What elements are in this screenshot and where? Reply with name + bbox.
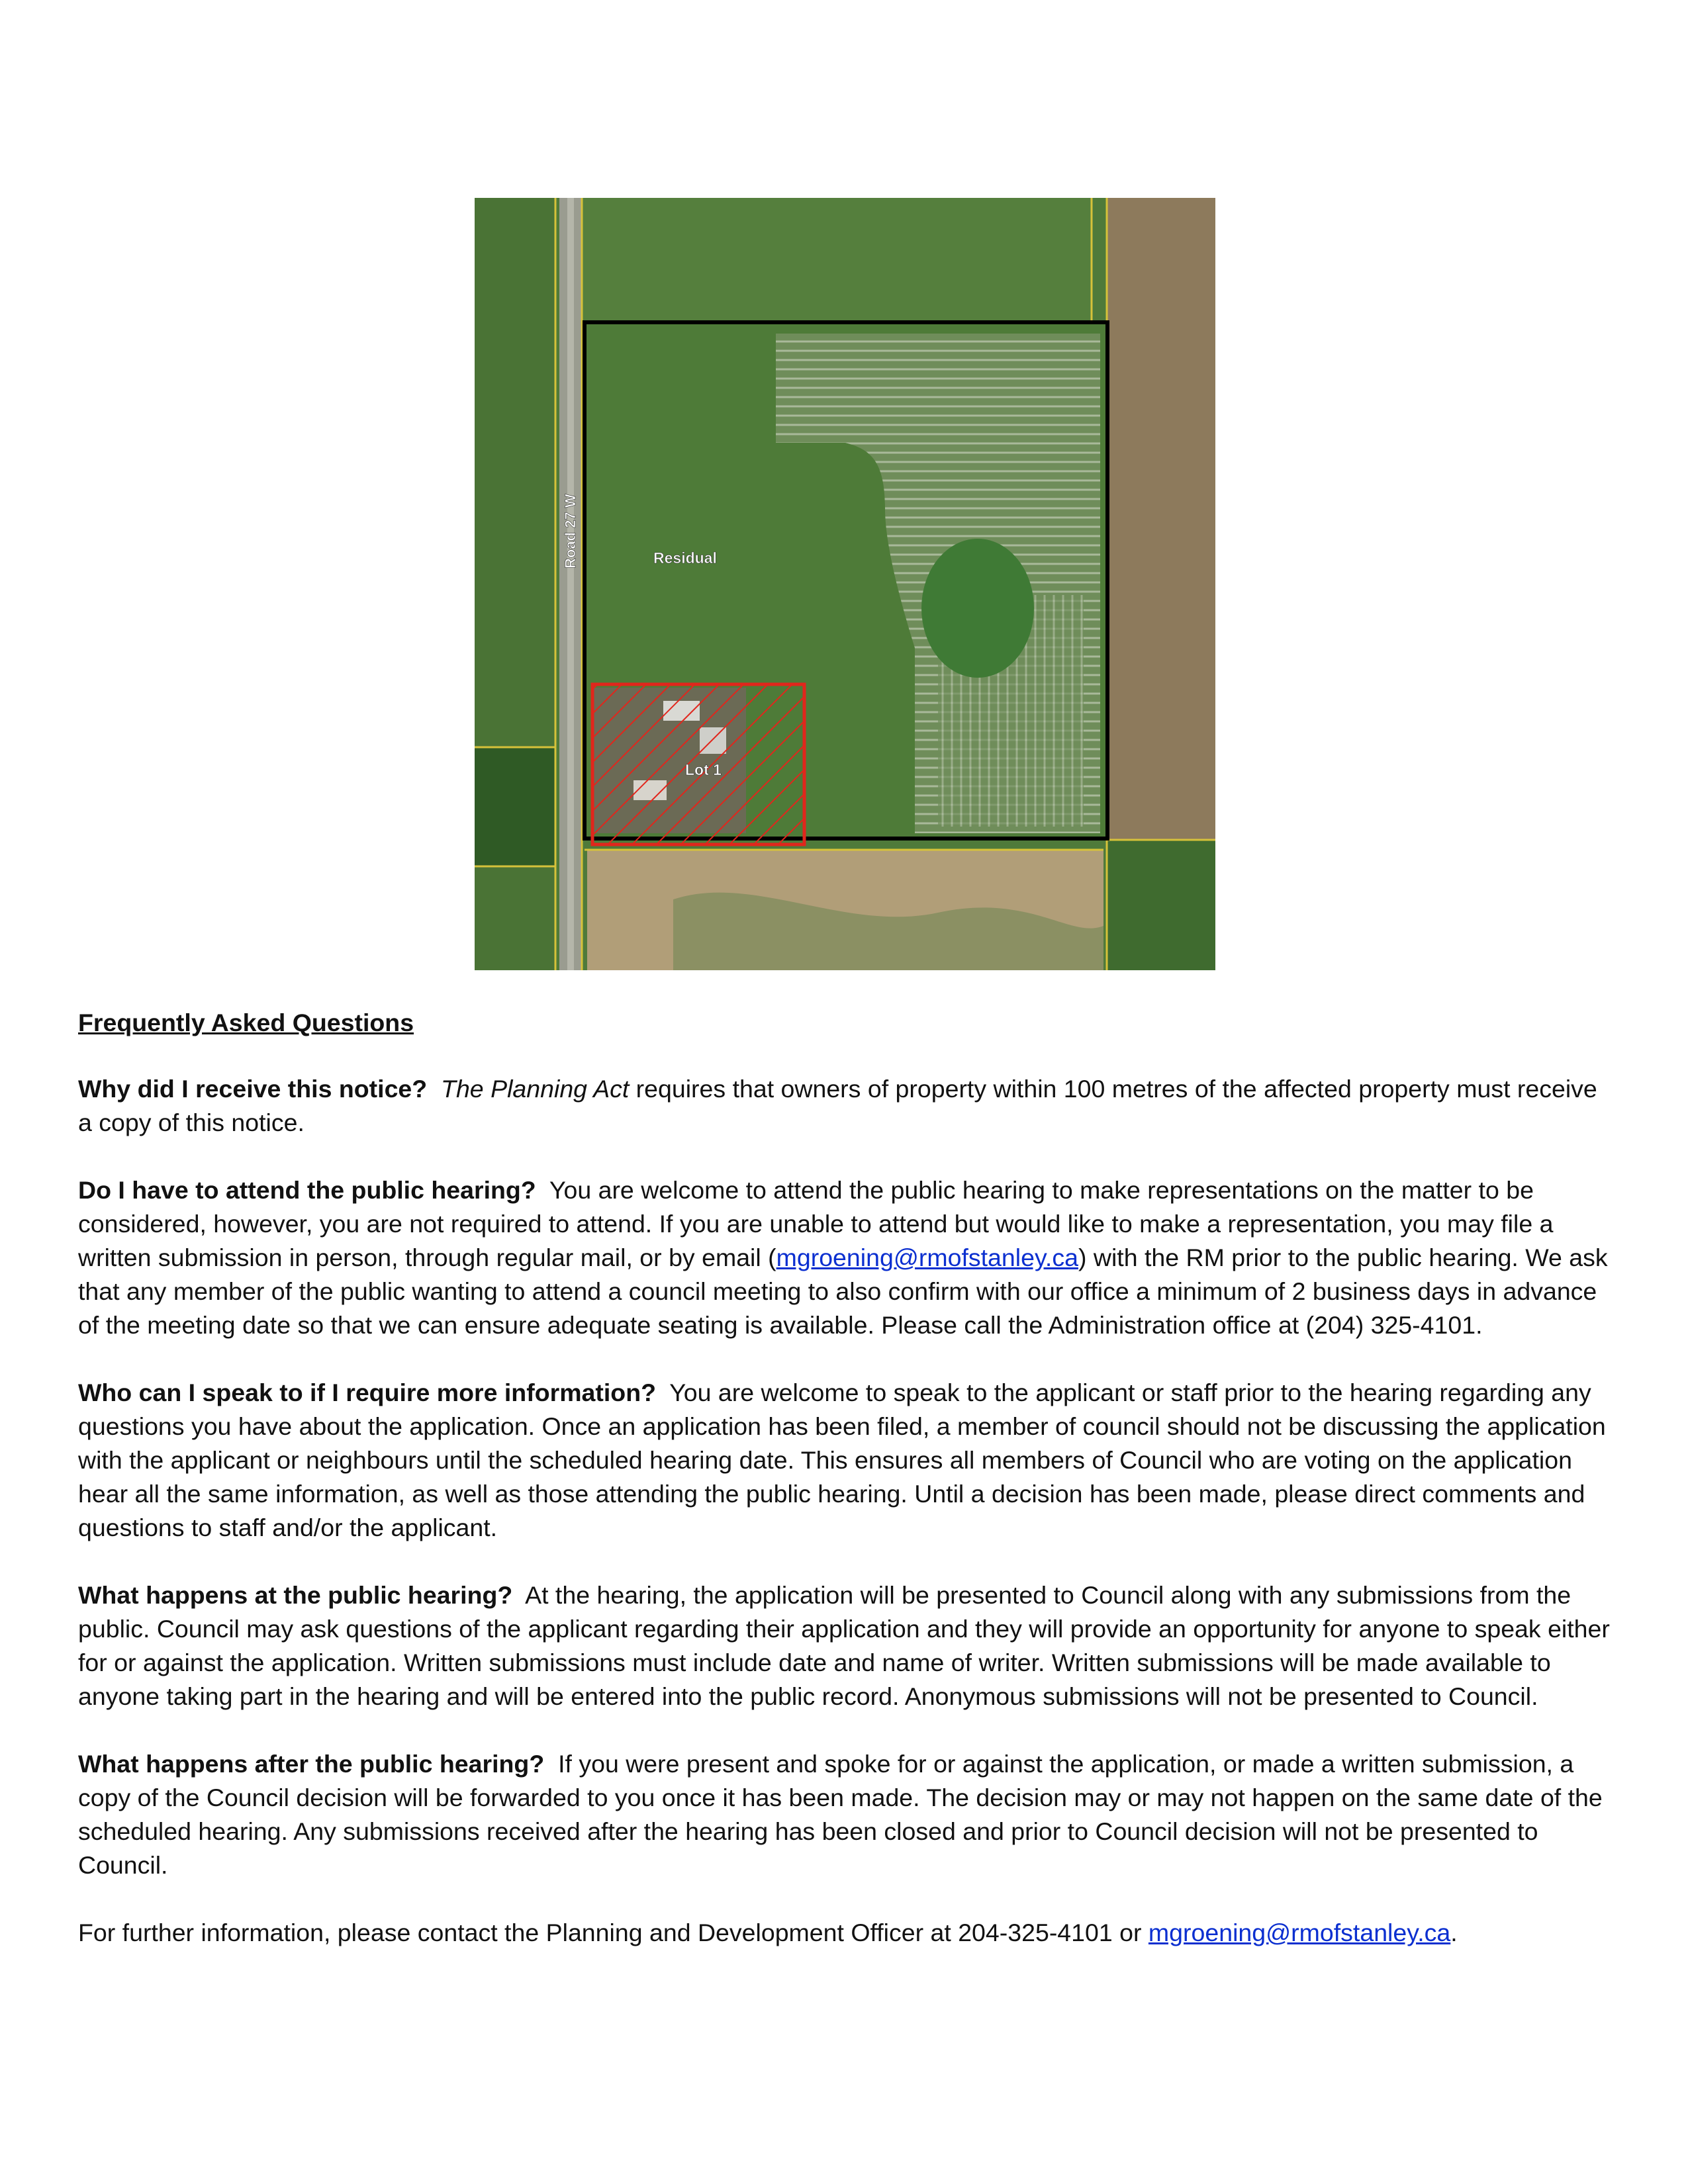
faq-item-more-info	[78, 1376, 1614, 1545]
north-field	[582, 198, 1092, 324]
faq-section	[78, 1006, 1614, 1983]
question-more-info: Who can I speak to if I require more information?	[78, 1379, 657, 1406]
residual-label: Residual	[653, 549, 717, 567]
contact-email-link[interactable]: mgroening@rmofstanley.ca	[1148, 1919, 1451, 1946]
faq-item-at-hearing	[78, 1578, 1614, 1713]
question-after-hearing: What happens after the public hearing?	[78, 1750, 545, 1778]
faq-heading: Frequently Asked Questions	[78, 1009, 414, 1036]
answer-after-hearing: If you were present and spoke for or against the application, or made a written submission, a copy of the Council decision will be forwarded to you once it has been made. The decision may or may not happen on the same date of the scheduled hearing. Any submissions received after the hearing has been closed and prior to Council decision will not be presented to Council.	[78, 1750, 1603, 1879]
contact-line	[78, 1916, 1614, 1950]
answer-more-info: You are welcome to speak to the applicant or staff prior to the hearing regarding any questions you have about the application. Once an application has been filed, a member of council should not be discussing the application with the applicant or neighbours until the scheduled hearing date. This ensures all members of Council who are voting on the application hear all the same information, as well as those attending the public hearing. Until a decision has been made, please direct comments and questions to staff and/or the applicant.	[78, 1379, 1606, 1541]
question-why-notice: Why did I receive this notice?	[78, 1075, 428, 1103]
email-link[interactable]: mgroening@rmofstanley.ca	[776, 1244, 1078, 1271]
contact-text: For further information, please contact the Planning and Development Officer at 204-325-4101 or	[78, 1919, 1149, 1946]
faq-item-attend-hearing	[78, 1173, 1614, 1342]
faq-item-why-notice	[78, 1072, 1614, 1140]
lot-1-label: Lot 1	[685, 761, 722, 778]
planning-act-name: The Planning Act	[441, 1075, 630, 1103]
pond	[921, 539, 1034, 678]
answer-at-hearing: At the hearing, the application will be presented to Council along with any submissions from the public. Council may ask questions of the applicant regarding their application and they will provide an opportunity for anyone to speak either for or against the application. Written submissions must include date and name of writer. Written submissions will be made available to anyone taking part in the hearing and will be entered into the public record. Anonymous submissions will not be presented to Council.	[78, 1581, 1610, 1710]
east-field	[1107, 198, 1215, 840]
question-attend-hearing: Do I have to attend the public hearing?	[78, 1176, 536, 1204]
answer-why-notice: requires that owners of property within 100 metres of the affected property must receive a copy of this notice.	[78, 1075, 1597, 1136]
question-at-hearing: What happens at the public hearing?	[78, 1581, 513, 1609]
aerial-map	[475, 198, 1215, 970]
faq-item-after-hearing	[78, 1747, 1614, 1882]
answer-attend-part2: ) with the RM prior to the public hearing. We ask that any member of the public wanting to attend a council meeting to also confirm with our office a minimum of 2 business days in advance of the meeting date so that we can ensure adequate seating is available. Please call the Administration office at (204) 325-4101.	[78, 1244, 1608, 1339]
answer-attend-part1: You are welcome to attend the public hearing to make representations on the matter to be considered, however, you are not required to attend. If you are unable to attend but would like to make a representation, you may file a written submission in person, through regular mail, or by email (	[78, 1176, 1554, 1271]
road-label: Road 27 W	[562, 494, 579, 569]
contact-end: .	[1450, 1919, 1458, 1946]
